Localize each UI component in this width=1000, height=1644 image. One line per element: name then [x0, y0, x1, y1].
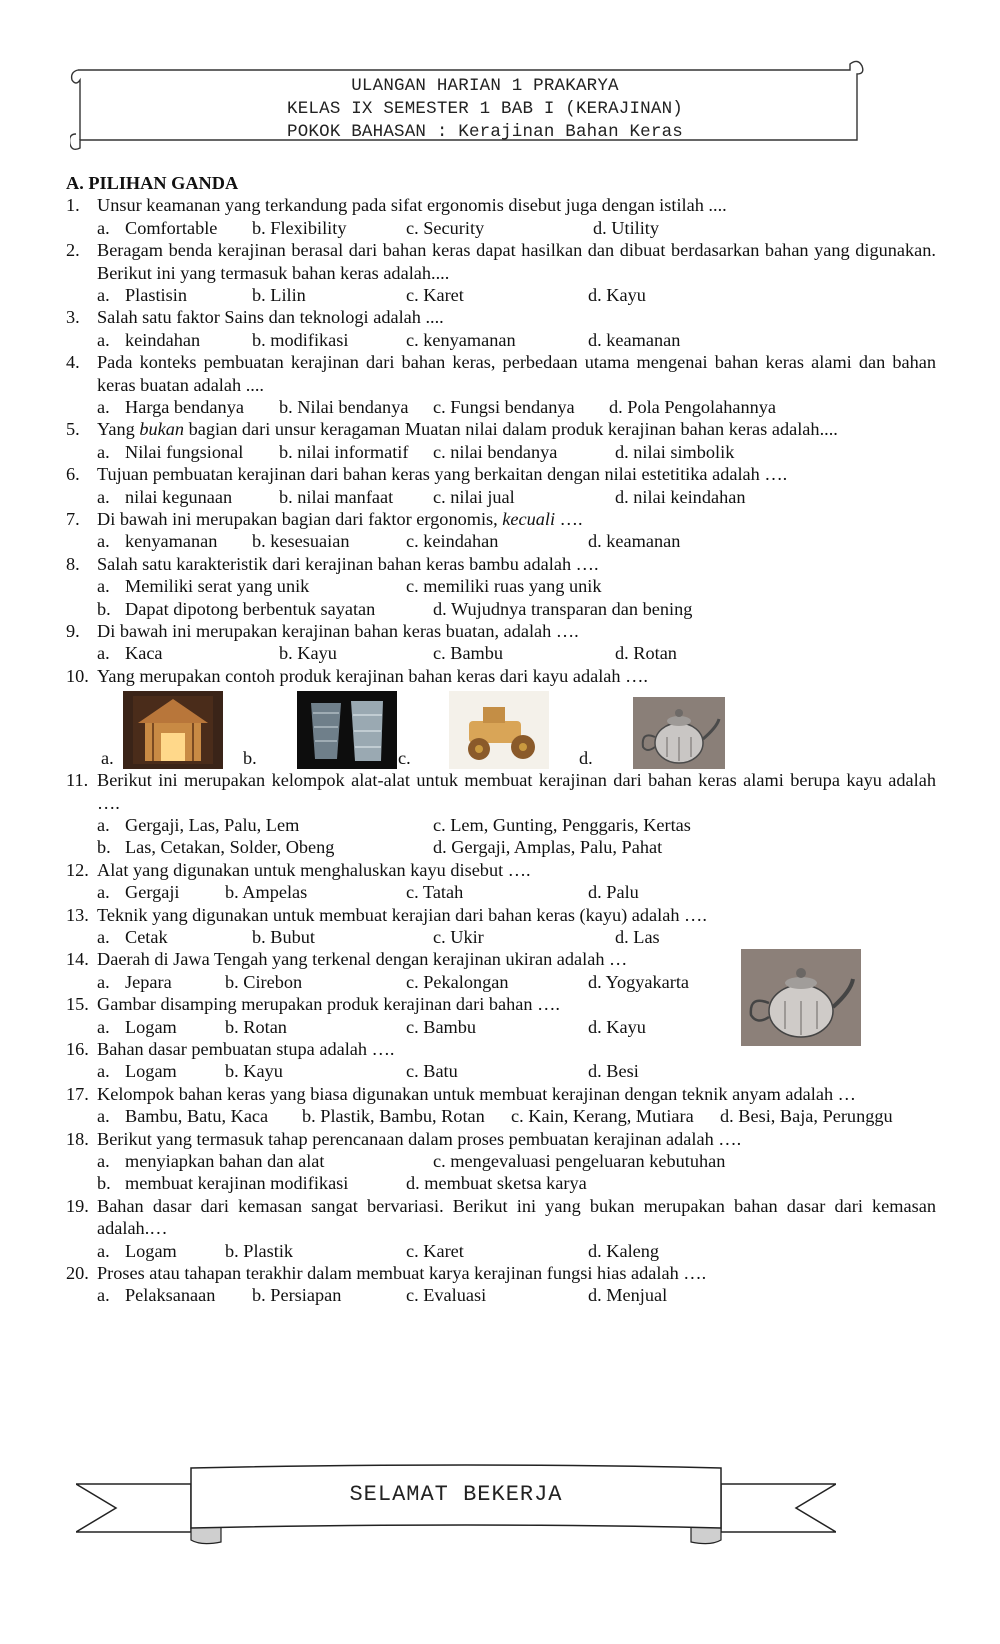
question-text: Bahan dasar dari kemasan sangat bervariasi. Berikut ini yang bukan merupakan bahan dasar dari kemasan adalah.… — [97, 1195, 936, 1239]
question-number: 2. — [66, 240, 80, 261]
question-11 — [66, 769, 936, 814]
option-b[interactable]: b. Lilin — [252, 285, 306, 306]
option-c[interactable]: c. Evaluasi — [406, 1285, 487, 1306]
option-d[interactable]: d. Gergaji, Amplas, Palu, Pahat — [433, 837, 663, 858]
lamp-picture-option-a[interactable] — [123, 691, 223, 769]
question-text: Gambar disamping merupakan produk kerajinan dari bahan …. — [97, 994, 560, 1015]
question-number: 12. — [66, 859, 89, 880]
option-a[interactable]: a. kenyamanan — [97, 531, 218, 552]
option-b[interactable]: b. Kayu — [225, 1061, 283, 1082]
question-7 — [66, 508, 936, 530]
question-number: 8. — [66, 553, 80, 574]
option-c[interactable]: c. Fungsi bendanya — [433, 397, 575, 418]
option-b-letter: b. — [243, 747, 257, 768]
options-row — [97, 642, 936, 664]
question-text: Beragam benda kerajinan berasal dari bahan keras dapat hasilkan dan dibuat berdasarkan bahan yang digunakan. Berikut ini yang termasuk bahan keras adalah.... — [97, 240, 936, 283]
question-text: Kelompok bahan keras yang biasa digunakan untuk membuat kerajinan dengan teknik anyam adalah … — [97, 1083, 856, 1104]
question-number: 18. — [66, 1128, 89, 1149]
option-a[interactable]: a. Cetak — [97, 926, 168, 947]
question-text: Bahan dasar pembuatan stupa adalah …. — [97, 1038, 395, 1059]
option-b[interactable]: b. Las, Cetakan, Solder, Obeng — [97, 837, 335, 858]
question-number: 6. — [66, 464, 80, 485]
option-d[interactable]: d. Menjual — [588, 1285, 668, 1306]
question-10 — [66, 665, 936, 687]
option-a[interactable]: a. Jepara — [97, 971, 172, 992]
header-scroll — [70, 60, 900, 154]
options-row — [97, 1150, 936, 1172]
option-a[interactable]: a. Pelaksanaan — [97, 1285, 216, 1306]
question-9 — [66, 620, 936, 642]
options-row — [97, 814, 936, 836]
option-d-letter: d. — [579, 747, 593, 768]
option-a[interactable]: a. keindahan — [97, 329, 201, 350]
options-row — [97, 217, 936, 239]
option-a[interactable]: a. Harga bendanya — [97, 397, 244, 418]
option-c-letter: c. — [398, 747, 411, 768]
option-c[interactable]: c. Security — [406, 217, 485, 238]
question-number: 13. — [66, 904, 89, 925]
option-d[interactable]: d. Besi — [588, 1061, 639, 1082]
option-c[interactable]: c. Karet — [406, 1240, 464, 1261]
option-a[interactable]: a. menyiapkan bahan dan alat — [97, 1150, 325, 1171]
option-b[interactable]: b. nilai manfaat — [279, 486, 394, 507]
options-row — [97, 598, 936, 620]
question-number: 1. — [66, 195, 80, 216]
question-text: Unsur keamanan yang terkandung pada sifat ergonomis disebut juga dengan istilah .... — [97, 195, 727, 216]
option-d[interactable]: d. Kaleng — [588, 1240, 660, 1261]
option-b[interactable]: b. Rotan — [225, 1016, 287, 1037]
option-d[interactable]: d. Kayu — [588, 285, 646, 306]
option-d[interactable]: d. keamanan — [588, 329, 681, 350]
option-d[interactable]: d. Utility — [593, 217, 660, 238]
options-row — [97, 881, 936, 903]
option-a[interactable]: a. Gergaji, Las, Palu, Lem — [97, 815, 300, 835]
options-row — [97, 1240, 936, 1262]
option-a[interactable]: a. Gergaji — [97, 882, 180, 903]
option-c[interactable]: c. nilai jual — [433, 486, 515, 507]
option-d[interactable]: d. Pola Pengolahannya — [609, 397, 777, 418]
option-d[interactable]: d. nilai keindahan — [615, 486, 746, 507]
option-d[interactable]: d. membuat sketsa karya — [406, 1173, 587, 1194]
option-b[interactable]: b. membuat kerajinan modifikasi — [97, 1173, 349, 1194]
option-d[interactable]: d. Las — [615, 926, 660, 947]
question-text: Di bawah ini merupakan kerajinan bahan keras buatan, adalah …. — [97, 620, 579, 641]
options-row — [97, 575, 936, 597]
question-6 — [66, 463, 936, 485]
options-row — [97, 926, 936, 948]
question-number: 5. — [66, 419, 80, 440]
question-3 — [66, 306, 936, 328]
option-c[interactable]: c. Tatah — [406, 882, 464, 903]
options-row — [97, 329, 936, 351]
question-text: Berikut yang termasuk tahap perencanaan dalam proses pembuatan kerajinan adalah …. — [97, 1128, 742, 1149]
footer-banner — [76, 1462, 836, 1552]
question-2 — [66, 239, 936, 284]
option-a[interactable]: a. Comfortable — [97, 217, 218, 238]
teapot-picture-option-d[interactable] — [633, 697, 725, 769]
option-b[interactable]: b. kesesuaian — [252, 531, 350, 552]
question-text: Proses atau tahapan terakhir dalam membuat karya kerajinan fungsi hias adalah …. — [97, 1262, 707, 1283]
options-row — [97, 1060, 936, 1082]
options-row — [97, 1172, 936, 1194]
question-1 — [66, 194, 936, 216]
option-d[interactable]: d. Yogyakarta — [588, 971, 690, 992]
options-row — [97, 486, 936, 508]
question-18 — [66, 1128, 936, 1150]
option-c[interactable]: c. mengevaluasi pengeluaran kebutuhan — [433, 1150, 726, 1171]
question-text: Di bawah ini merupakan bagian dari faktor ergonomis, kecuali …. — [97, 509, 583, 529]
question-4 — [66, 351, 936, 396]
option-c[interactable]: c. Lem, Gunting, Penggaris, Kertas — [433, 815, 691, 835]
option-d[interactable]: d. keamanan — [588, 531, 681, 552]
option-d[interactable]: d. Besi, Baja, Perunggu — [720, 1106, 893, 1127]
options-row — [97, 1284, 936, 1306]
banner-ribbon — [76, 1462, 836, 1552]
question-number: 7. — [66, 509, 80, 529]
option-c[interactable]: c. Batu — [406, 1061, 458, 1082]
option-a[interactable]: a. Logam — [97, 1240, 177, 1261]
image-options-row — [97, 687, 936, 769]
question-number: 20. — [66, 1262, 89, 1283]
options-row — [97, 396, 936, 418]
option-c[interactable]: c. nilai bendanya — [433, 441, 558, 462]
question-number: 4. — [66, 352, 80, 373]
option-b[interactable]: b. Cirebon — [225, 971, 303, 992]
header-line-3: POKOK BAHASAN : Kerajinan Bahan Keras — [287, 122, 683, 142]
question-12 — [66, 859, 936, 881]
option-b[interactable]: b. modifikasi — [252, 329, 349, 350]
question-text: Pada konteks pembuatan kerajinan dari bahan keras, perbedaan utama mengenai bahan keras alami dan bahan keras buatan adalah .... — [97, 352, 936, 395]
options-row — [97, 836, 936, 858]
option-c[interactable]: c. Bambu — [406, 1016, 477, 1037]
header-line-2: KELAS IX SEMESTER 1 BAB I (KERAJINAN) — [287, 99, 683, 119]
option-b[interactable]: b. Plastik — [225, 1240, 294, 1261]
question-text: Alat yang digunakan untuk menghaluskan kayu disebut …. — [97, 859, 531, 880]
question-number: 3. — [66, 307, 80, 328]
question-number: 15. — [66, 994, 89, 1015]
option-c[interactable]: c. kenyamanan — [406, 329, 516, 350]
question-number: 19. — [66, 1195, 89, 1216]
option-c[interactable]: c. Kain, Kerang, Mutiara — [511, 1106, 694, 1127]
option-b[interactable]: b. Plastik, Bambu, Rotan — [302, 1106, 485, 1127]
question-19 — [66, 1195, 936, 1240]
option-b[interactable]: b. Kayu — [279, 643, 337, 664]
option-b[interactable]: b. nilai informatif — [279, 441, 409, 462]
option-a[interactable]: a. Nilai fungsional — [97, 441, 244, 462]
question-8 — [66, 553, 936, 575]
header-line-1: ULANGAN HARIAN 1 PRAKARYA — [351, 76, 619, 96]
option-b[interactable]: b. Dapat dipotong berbentuk sayatan — [97, 598, 376, 619]
option-a[interactable]: a. Plastisin — [97, 285, 187, 306]
question-number: 16. — [66, 1038, 89, 1059]
option-a-letter: a. — [101, 747, 114, 768]
options-row — [97, 284, 936, 306]
teapot-picture — [741, 949, 861, 1046]
question-5 — [66, 418, 936, 440]
question-text: Yang bukan bagian dari unsur keragaman Muatan nilai dalam produk kerajinan bahan keras adalah.... — [97, 419, 838, 440]
question-text: Teknik yang digunakan untuk membuat kerajian dari bahan keras (kayu) adalah …. — [97, 904, 707, 925]
question-list — [66, 172, 936, 1307]
option-b[interactable]: b. Persiapan — [252, 1285, 342, 1306]
question-text: Berikut ini merupakan kelompok alat-alat untuk membuat kerajinan dari bahan keras alami berupa kayu adalah …. — [97, 770, 936, 813]
question-number: 17. — [66, 1083, 89, 1104]
option-c[interactable]: c. keindahan — [406, 531, 499, 552]
option-b[interactable]: b. Flexibility — [252, 217, 347, 238]
option-d[interactable]: d. Palu — [588, 882, 639, 903]
question-17 — [66, 1083, 936, 1105]
option-d[interactable]: d. Rotan — [615, 643, 677, 664]
question-number: 10. — [66, 665, 89, 686]
question-text: Yang merupakan contoh produk kerajinan bahan keras dari kayu adalah …. — [97, 665, 648, 686]
question-20 — [66, 1262, 936, 1284]
option-a[interactable]: a. Bambu, Batu, Kaca — [97, 1106, 269, 1127]
question-text: Salah satu faktor Sains dan teknologi adalah .... — [97, 307, 444, 328]
option-c[interactable]: c. Pekalongan — [406, 971, 509, 992]
option-a[interactable]: a. nilai kegunaan — [97, 486, 233, 507]
question-number: 14. — [66, 949, 89, 970]
options-row — [97, 530, 936, 552]
option-a[interactable]: a. Logam — [97, 1016, 177, 1037]
question-text: Tujuan pembuatan kerajinan dari bahan keras yang berkaitan dengan nilai estetitika adalah …. — [97, 464, 788, 485]
option-c[interactable]: c. Bambu — [433, 643, 504, 664]
question-13 — [66, 904, 936, 926]
option-c[interactable]: c. memiliki ruas yang unik — [406, 576, 602, 597]
option-b[interactable]: b. Nilai bendanya — [279, 397, 409, 418]
option-a[interactable]: a. Kaca — [97, 643, 163, 664]
question-text: Daerah di Jawa Tengah yang terkenal dengan kerajinan ukiran adalah … — [97, 949, 628, 970]
option-c[interactable]: c. Ukir — [433, 926, 484, 947]
option-d[interactable]: d. nilai simbolik — [615, 441, 735, 462]
options-row — [97, 441, 936, 463]
option-d[interactable]: d. Wujudnya transparan dan bening — [433, 598, 693, 619]
option-b[interactable]: b. Bubut — [252, 926, 315, 947]
options-row — [97, 1105, 936, 1127]
option-c[interactable]: c. Karet — [406, 285, 464, 306]
question-text: Salah satu karakteristik dari kerajinan bahan keras bambu adalah …. — [97, 553, 599, 574]
section-title: A. PILIHAN GANDA — [66, 173, 239, 193]
option-d[interactable]: d. Kayu — [588, 1016, 646, 1037]
option-a[interactable]: a. Logam — [97, 1061, 177, 1082]
option-a[interactable]: a. Memiliki serat yang unik — [97, 576, 310, 597]
question-number: 11. — [66, 770, 89, 791]
footer-text: SELAMAT BEKERJA — [349, 1482, 563, 1507]
glass-picture-option-b[interactable] — [297, 691, 397, 769]
option-b[interactable]: b. Ampelas — [225, 882, 308, 903]
wooden-car-picture-option-c[interactable] — [449, 691, 549, 769]
question-number: 9. — [66, 620, 80, 641]
